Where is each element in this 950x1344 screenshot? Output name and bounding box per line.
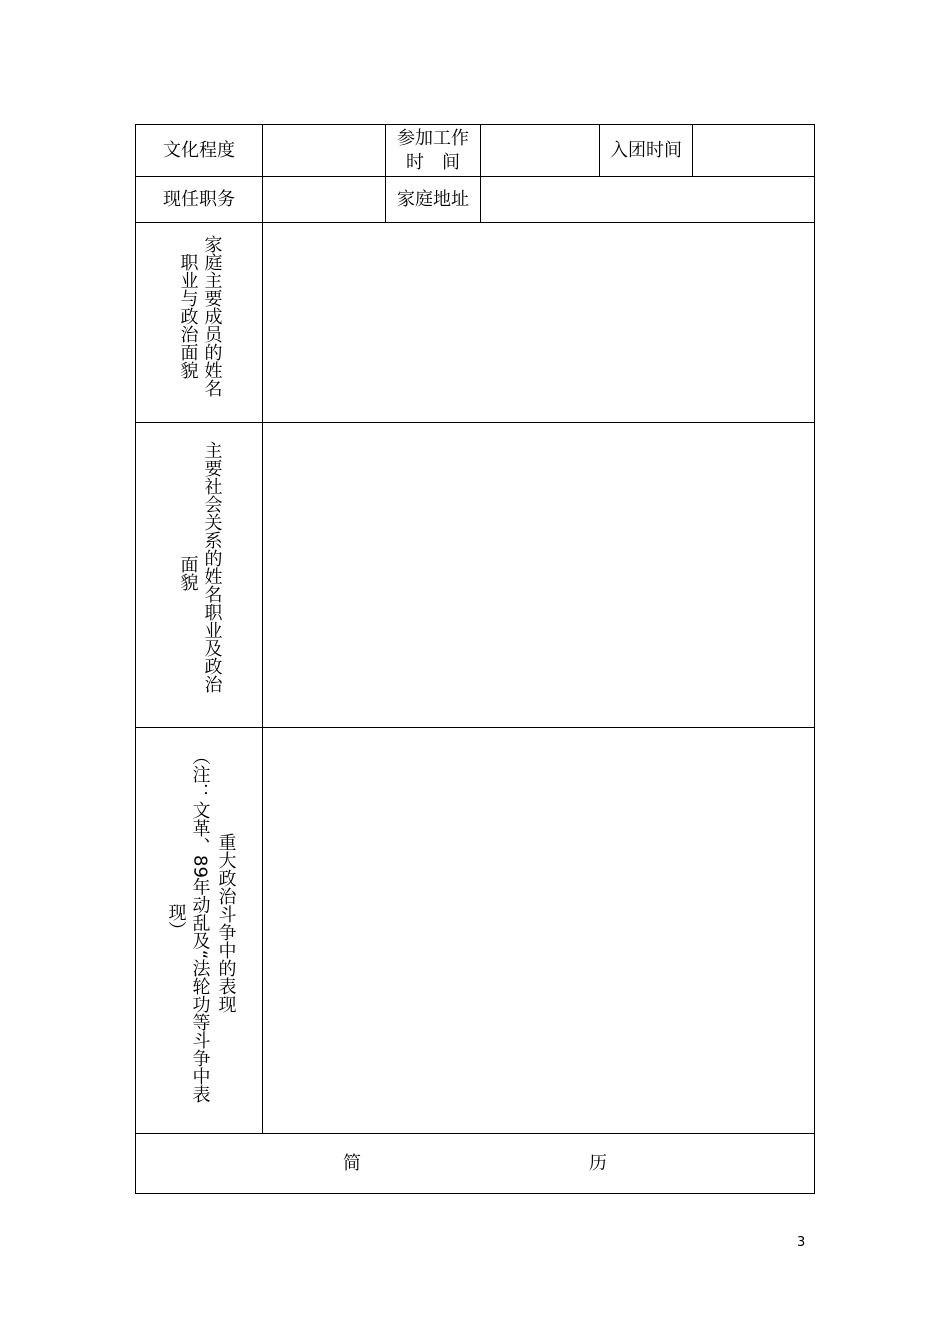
league-join-time-label: 入团时间	[610, 139, 682, 161]
join-work-time-field[interactable]	[481, 125, 599, 176]
social-relations-field[interactable]	[263, 423, 814, 727]
family-members-field[interactable]	[263, 223, 814, 422]
resume-label-left: 简	[343, 1152, 361, 1174]
family-label-col1: 家庭主要成员的姓名	[201, 235, 223, 397]
education-label: 文化程度	[163, 139, 235, 161]
join-work-label-line2: 时 间	[406, 151, 460, 173]
join-work-time-label	[386, 125, 480, 176]
political-conduct-field[interactable]	[263, 728, 814, 1133]
current-position-field[interactable]	[263, 177, 385, 222]
family-label-col2: 职业与政治面貌	[177, 253, 199, 379]
social-label-col1: 主要社会关系的姓名职业及政治	[201, 441, 223, 693]
political-label-col2: （注：文革、89年动乱及“法轮功等斗争中表	[189, 747, 211, 1104]
home-address-field[interactable]	[481, 177, 814, 222]
row-divider	[136, 1133, 814, 1134]
political-label-col1: 重大政治斗争中的表现	[215, 833, 237, 1013]
education-field[interactable]	[263, 125, 385, 176]
resume-label-right: 历	[589, 1152, 607, 1174]
social-label-col2: 面貌	[177, 555, 199, 591]
league-join-time-field[interactable]	[693, 125, 814, 176]
join-work-label-line1: 参加工作	[397, 128, 469, 150]
political-label-col3: 现）	[165, 903, 187, 939]
home-address-label: 家庭地址	[397, 188, 469, 210]
current-position-label: 现任职务	[163, 188, 235, 210]
page-number: 3	[797, 1235, 806, 1250]
registration-form-table	[135, 124, 815, 1194]
